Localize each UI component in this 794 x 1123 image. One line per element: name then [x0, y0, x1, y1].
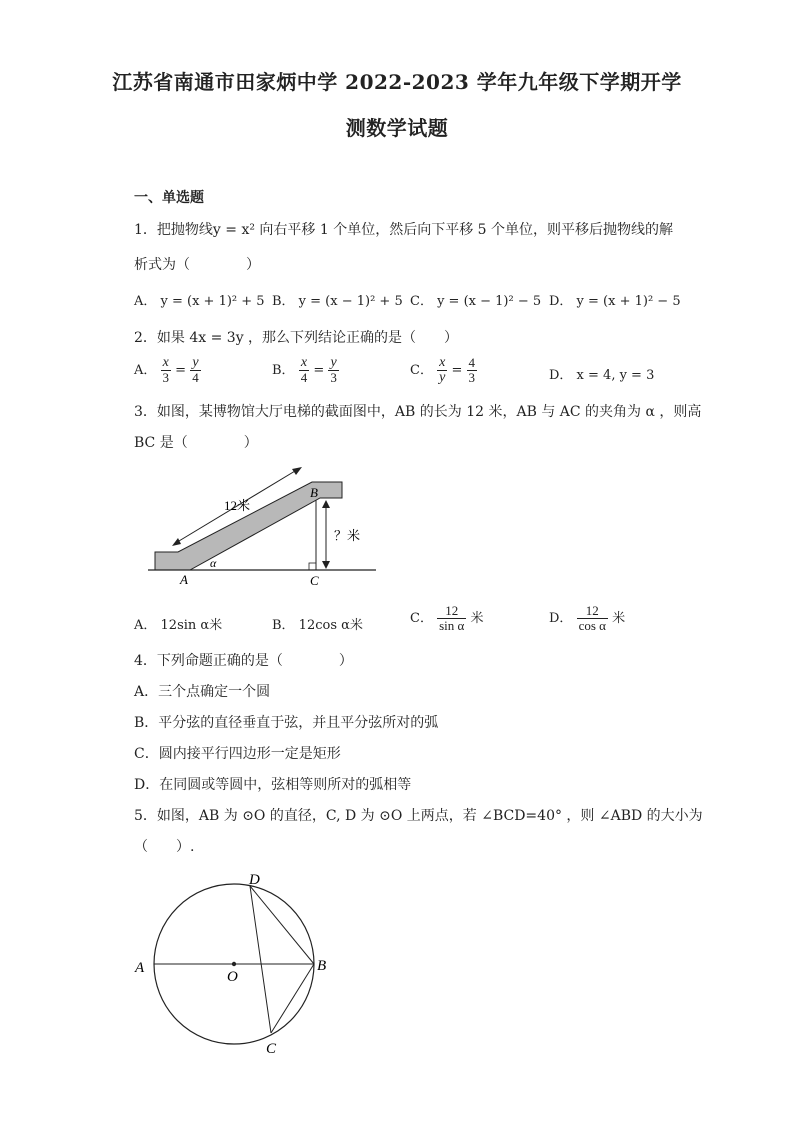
center-point	[232, 962, 236, 966]
label-A: A	[135, 960, 145, 976]
height-arrow-head-bottom	[322, 561, 330, 569]
q1-option-b: B． y = (x − 1)² + 5	[272, 294, 403, 309]
length-arrow-head-left	[172, 538, 181, 546]
chord-cb	[271, 964, 314, 1033]
q3-stem-line2: BC 是（ ）	[134, 435, 258, 451]
q4-option-d: D．在同圆或等圆中，弦相等则所对的弧相等	[134, 777, 412, 793]
q3-option-d: D． $\frac{12}{\text{cos α}}$ 米	[549, 603, 626, 633]
q5-stem-line2: （ ）.	[134, 839, 195, 855]
q2-option-d: D． x = 4, y = 3	[549, 368, 655, 383]
q1-option-d: D． y = (x + 1)² − 5	[549, 294, 681, 309]
q2-option-b: B． $\frac{x}{4}$ = $\frac{y}{3}$	[272, 355, 337, 385]
label-B: B	[317, 958, 327, 974]
page-title-line2: 测数学试题	[345, 116, 449, 140]
page-title-line1: 江苏省南通市田家炳中学 2022-2023 学年九年级下学期开学	[112, 70, 682, 94]
height-arrow-head-top	[322, 500, 330, 508]
label-D: D	[249, 872, 260, 888]
right-angle-mark	[309, 563, 316, 570]
q3-stem-line1: 3．如图，某博物馆大厅电梯的截面图中，AB 的长为 12 米，AB 与 AC 的夹角为 α ，则高	[134, 404, 702, 420]
q1-stem-line1: 1．把抛物线y = x² 向右平移 1 个单位，然后向下平移 5 个单位，则平移后抛物线的解	[134, 222, 674, 238]
q4-option-a: A．三个点确定一个圆	[134, 684, 271, 700]
q2-stem: 2．如果 4x = 3y ，那么下列结论正确的是（ ）	[134, 330, 459, 346]
label-A: A	[180, 572, 188, 587]
label-B: B	[310, 485, 318, 500]
label-C: C	[310, 573, 319, 588]
q2-option-a: A． $\frac{x}{3}$ = $\frac{y}{4}$	[134, 355, 199, 385]
section-heading: 一、单选题	[134, 190, 204, 206]
label-length: 12米	[224, 498, 251, 513]
q3-option-c: C． $\frac{12}{\text{sin α}}$ 米	[410, 603, 484, 633]
q3-option-b: B． 12cos α米	[272, 618, 363, 633]
escalator-figure	[140, 460, 390, 590]
q1-option-c: C． y = (x − 1)² − 5	[410, 294, 542, 309]
label-O: O	[227, 969, 238, 985]
label-alpha: α	[210, 556, 217, 570]
q3-option-a: A． 12sin α米	[134, 618, 223, 633]
circle-figure	[128, 866, 338, 1062]
length-arrow-head-right	[292, 467, 302, 475]
q5-stem-line1: 5．如图，AB 为 ⊙O 的直径，C, D 为 ⊙O 上两点，若 ∠BCD=40° ，则 ∠ABD 的大小为	[134, 808, 703, 824]
q4-option-b: B．平分弦的直径垂直于弦，并且平分弦所对的弧	[134, 715, 439, 731]
q2-option-c: C． $\frac{x}{y}$ = $\frac{4}{3}$	[410, 355, 475, 385]
label-C: C	[266, 1041, 277, 1057]
q1-option-a: A． y = (x + 1)² + 5	[134, 294, 265, 309]
q1-stem-line2: 析式为（ ）	[134, 257, 260, 273]
q4-stem: 4．下列命题正确的是（ ）	[134, 653, 353, 669]
label-height: ？米	[334, 528, 361, 543]
q4-option-c: C．圆内接平行四边形一定是矩形	[134, 746, 341, 762]
